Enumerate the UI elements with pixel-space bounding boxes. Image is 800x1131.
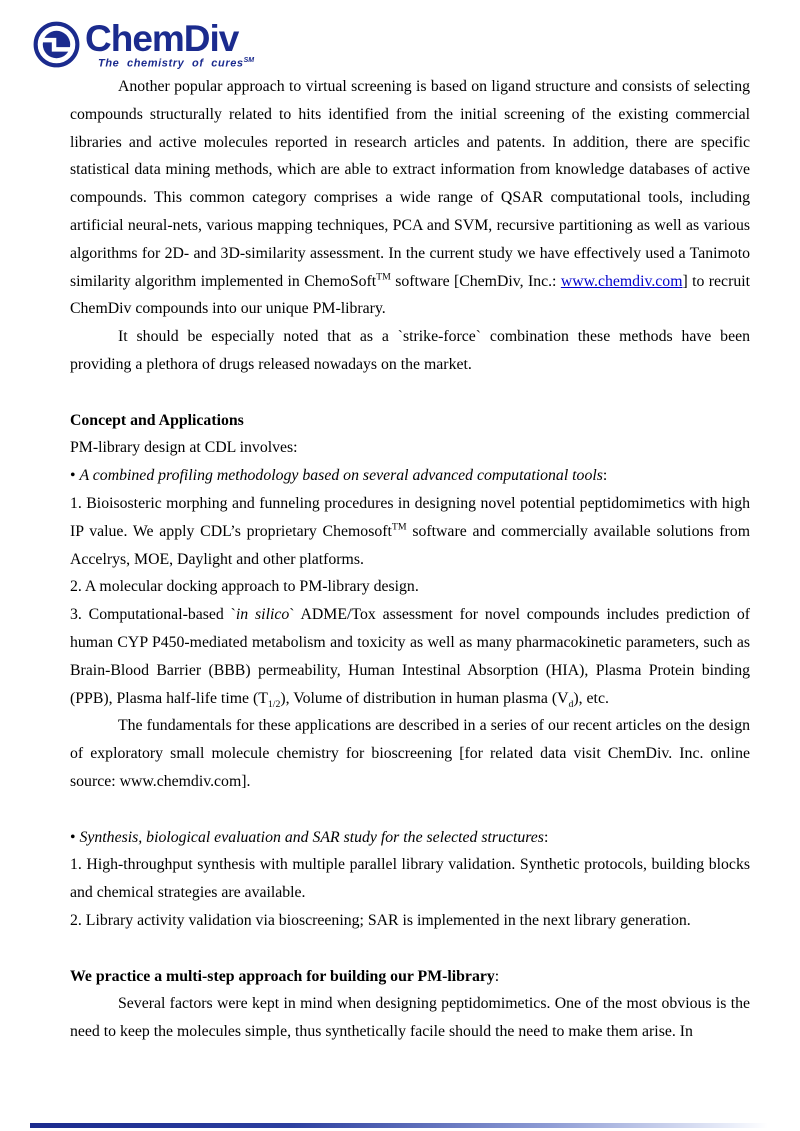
document-body: [70, 73, 750, 1046]
text-run: The fundamentals for these applications are described in a series of our recent articles on the design of exploratory small molecule chemistry for bioscreening [for related data visit ChemDiv. Inc. online source: www.chemdiv.com].: [70, 717, 750, 790]
text-run: 2. A molecular docking approach to PM-library design.: [70, 578, 419, 596]
text-run: Another popular approach to virtual screening is based on ligand structure and consists of selecting compounds structurally related to hits identified from the initial screening of the existing commercial libraries and active molecules reported in research articles and patents. In addition, there are specific statistical data mining methods, which are able to extract information from knowledge databases of active compounds. This common category comprises a wide range of QSAR computational tools, including artificial neural-nets, various mapping techniques, PCA and SVM, recursive partitioning as well as various algorithms for 2D- and 3D-similarity assessment. In the current study we have effectively used a Tanimoto similarity algorithm implemented in ChemoSoft: [70, 78, 750, 290]
text-run: d: [568, 698, 574, 710]
text-run: We practice a multi-step approach for building our PM-library: [70, 967, 495, 985]
paragraph: [70, 851, 750, 907]
paragraph: [70, 601, 750, 712]
text-run: 1. High-throughput synthesis with multiple parallel library validation. Synthetic protocols, building blocks and chemical strategies are available.: [70, 856, 750, 902]
text-run: 3. Computational-based `: [70, 606, 236, 624]
blank-line: [70, 796, 750, 824]
text-run: Several factors were kept in mind when designing peptidomimetics. One of the most obvious is the need to keep the molecules simple, thus synthetically facile should the need to make them arise. In: [70, 995, 750, 1041]
text-run: •: [70, 828, 80, 846]
text-run: Synthesis, biological evaluation and SAR study for the selected structures: [79, 828, 544, 846]
text-run: software [ChemDiv, Inc.:: [390, 272, 561, 290]
paragraph: [70, 824, 750, 852]
paragraph: [70, 573, 750, 601]
text-run: :: [602, 467, 608, 485]
chemdiv-logo-icon: [33, 21, 80, 68]
text-run: 2. Library activity validation via bioscreening; SAR is implemented in the next library generation.: [70, 911, 691, 929]
text-run: :: [494, 967, 500, 985]
paragraph: [70, 907, 750, 935]
chemdiv-logo: [33, 18, 255, 70]
text-run: A combined profiling methodology based on several advanced computational tools: [79, 467, 603, 485]
text-run: ` ADME/Tox assessment for novel compounds includes prediction of human CYP P450-mediated metabolism and toxicity as well as many pharmacokinetic parameters, such as Brain-Blood Barrier (BBB) permeability, Human Intestinal Absorption (HIA), Plasma Protein binding (PPB), Plasma half-life time (T: [70, 606, 750, 707]
paragraph: [70, 462, 750, 490]
logo-text-column: [85, 18, 255, 70]
service-mark: SM: [243, 57, 255, 64]
text-run: TM: [391, 521, 407, 533]
paragraph: [70, 73, 750, 323]
text-run: software and commercially available solutions from Accelrys, MOE, Daylight and other platforms.: [70, 522, 750, 568]
text-run: •: [70, 467, 80, 485]
text-run: It should be especially noted that as a `strike-force` combination these methods have been providing a plethora of drugs released nowadays on the market.: [70, 328, 750, 373]
text-run: PM-library design at CDL involves:: [70, 439, 298, 457]
footer-accent-bar: [30, 1123, 768, 1128]
blank-line: [70, 379, 750, 407]
paragraph: [70, 490, 750, 573]
text-run: :: [543, 828, 549, 846]
blank-line: [70, 935, 750, 963]
logo-tagline: The chemistry of cures℠: [98, 57, 255, 70]
text-run: 1/2: [267, 698, 281, 710]
chemdiv-website-link[interactable]: www.chemdiv.com: [560, 272, 683, 290]
section-heading: [70, 407, 750, 435]
text-run: Concept and Applications: [70, 411, 244, 429]
text-run: in silico: [235, 606, 290, 624]
paragraph: [70, 712, 750, 795]
section-heading: [70, 963, 750, 991]
text-run: ), Volume of distribution in human plasma (V: [280, 689, 569, 707]
paragraph: [70, 990, 750, 1046]
logo-wordmark: ChemDiv: [85, 18, 239, 59]
paragraph: [70, 434, 750, 462]
paragraph: [70, 323, 750, 379]
text-run: ] to recruit ChemDiv compounds into our unique PM-library.: [70, 272, 751, 318]
text-run: ), etc.: [573, 689, 609, 707]
text-run: 1. Bioisosteric morphing and funneling procedures in designing novel potential peptidomimetics with high IP value. We apply CDL’s proprietary Chemosoft: [70, 494, 750, 540]
text-run: TM: [376, 271, 391, 283]
